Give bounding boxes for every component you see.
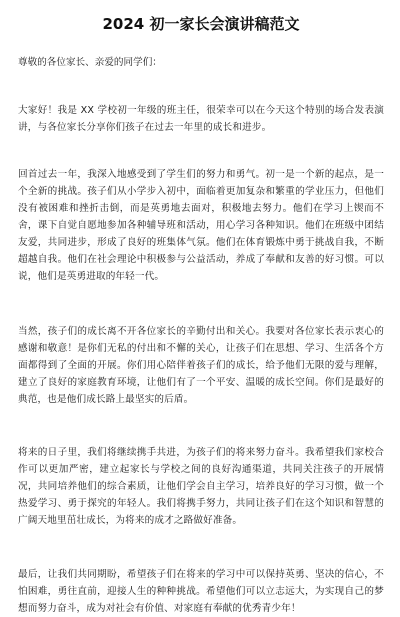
paragraph-opening: 大家好！我是 XX 学校初一年级的班主任，很荣幸可以在今天这个特别的场合发表演讲，与各位家长分享你们孩子在过去一年里的成长和进步。 bbox=[18, 105, 384, 133]
document-title: 2024 初一家长会演讲稿范文 bbox=[102, 15, 300, 33]
paragraph-future: 将来的日子里，我们将继续携手共进，为孩子们的将来努力奋斗。我希望我们家校合作可以更加严密，建立起家长与学校之间的良好沟通渠道，共同关注孩子的开展情况，共同培养他们的综合素质，让他们学会自主学习，培养良好的学习习惯，做一个热爱学习、勇于探究的年轻人。我们将携手努力，共同让孩子们在这个知识和智慧的广阔天地里茁壮成长，为将来的成才之路做好准备。 bbox=[18, 447, 384, 526]
greeting: 尊敬的各位家长、亲爱的同学们： bbox=[18, 57, 162, 68]
paragraph-closing: 最后，让我们共同期盼，希望孩子们在将来的学习中可以保持英勇、坚决的信心，不怕困难，勇往直前，迎接人生的种种挑战。希望他们可以立志远大，为实现自己的梦想而努力奋斗，成为对社会有价值、对家庭有奉献的优秀青少年！ bbox=[18, 569, 384, 614]
paragraph-thanks: 当然，孩子们的成长离不开各位家长的辛勤付出和关心。我要对各位家长表示衷心的感谢和敬意！是你们无私的付出和不懈的关心，让孩子们在思想、学习、生活各个方面都得到了全面的开展。你们用心陪伴着孩子们的成长，给予他们无限的爱与理解，建立了良好的家庭教育环境，让他们有了一个平安、温暖的成长空间。你们是最好的典范，也是他们成长路上最坚实的后盾。 bbox=[18, 326, 384, 405]
paragraph-review: 回首过去一年，我深入地感受到了学生们的努力和勇气。初一是一个新的起点，是一个全新的挑战。孩子们从小学步入初中，面临着更加复杂和繁重的学业压力，但他们没有被困难和挫折击倒，而是英勇地去面对，积极地去努力。他们在学习上锲而不舍，课下自觉自愿地参加各种辅导班和活动，用心学习各种知识。他们在班级中团结友爱，共同进步，形成了良好的班集体气氛。他们在体育锻炼中勇于挑战自我，不断超越自我。他们在社会理论中积极参与公益活动，养成了奉献和友善的好习惯。可以说，他们是英勇进取的年轻一代。 bbox=[18, 169, 384, 282]
